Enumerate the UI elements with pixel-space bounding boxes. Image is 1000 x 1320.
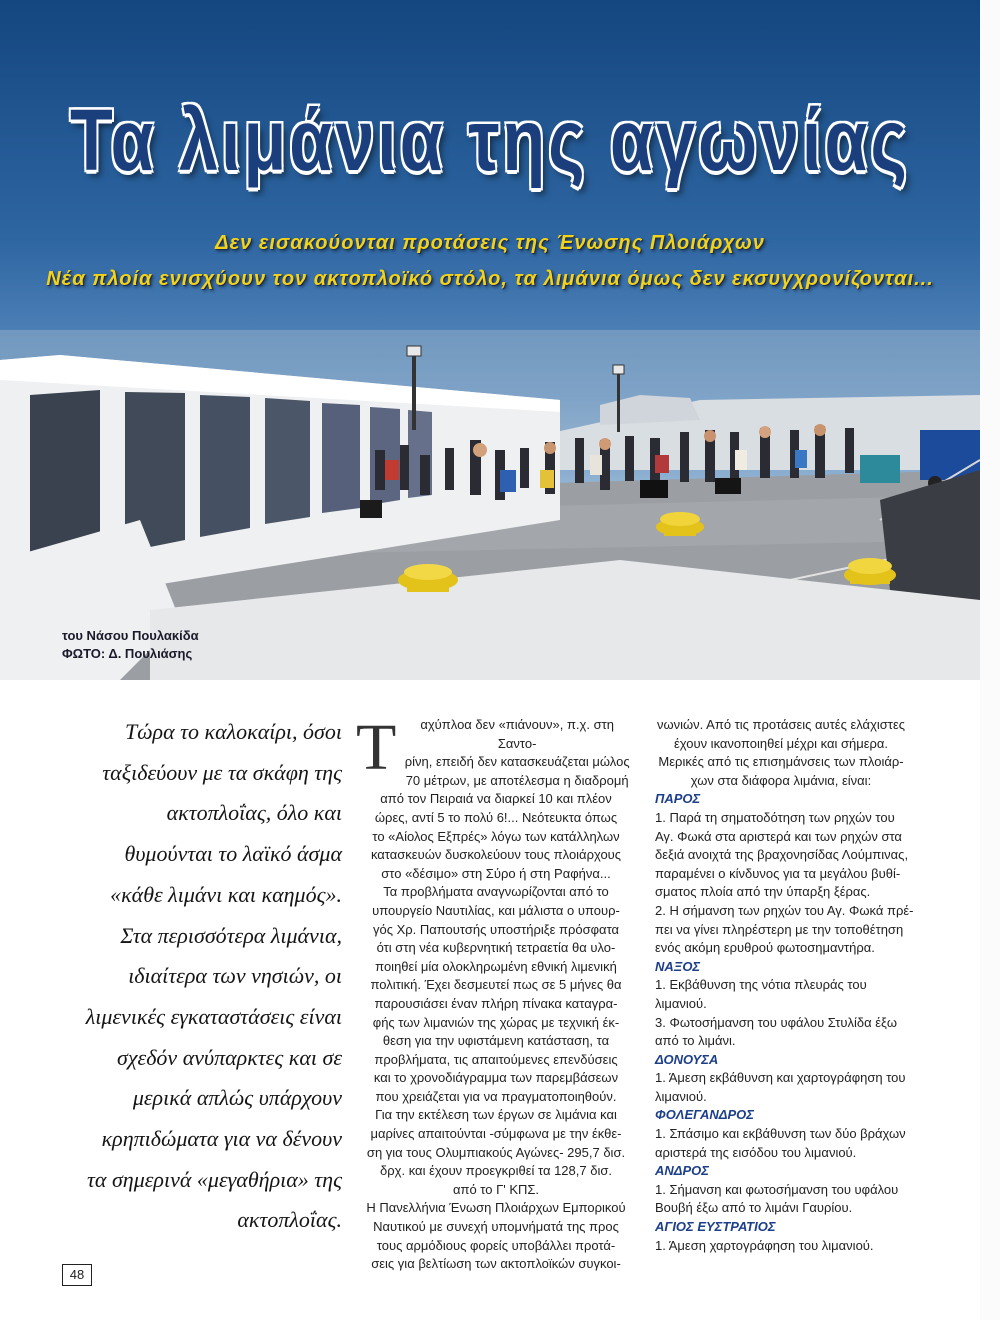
article-subtitle-line-2: Νέα πλοία ενισχύουν τον ακτοπλοϊκό στόλο, τα λιμάνια όμως δεν εκσυγχρονίζονται... xyxy=(46,268,934,290)
body-line: θεση για την υφιστάμενη κατάσταση, τα xyxy=(382,1033,610,1049)
lead-paragraph xyxy=(62,712,342,1241)
body-line: δρχ. και έχουν προεγκριθεί τα 128,7 δισ. xyxy=(380,1163,612,1179)
body-line: σεις για βελτίωση των ακτοπλοϊκών συγκοι- xyxy=(371,1256,621,1272)
body-line: από τον Πειραιά να διαρκεί 10 και πλέον xyxy=(380,791,612,807)
drop-cap: Τ xyxy=(356,711,397,784)
port-note: παραμένει ο κίνδυνος για τα μεγάλου βυθί- xyxy=(655,865,901,881)
port-note: 2. Η σήμανση των ρηχών του Αγ. Φωκά πρέ- xyxy=(655,902,914,918)
body-line: ρίνη, επειδή δεν κατασκευάζεται μώλος xyxy=(404,754,630,770)
lead-line: ταξιδεύουν με τα σκάφη της xyxy=(102,759,342,785)
body-line: ότι στη νέα κυβερνητική τετραετία θα υλο- xyxy=(376,940,616,956)
body-line: το «Αίολος Εξπρές» λόγω των κατάλληλων xyxy=(372,828,620,844)
body-line: μαρίνες απαιτούνται -σύμφωνα με την έκθε- xyxy=(370,1126,622,1142)
lead-line: ιδιαίτερα των νησιών, οι xyxy=(128,963,342,989)
port-note: 1. Σπάσιμο και εκβάθυνση των δύο βράχων xyxy=(655,1126,906,1142)
port-note: από το λιμάνι. xyxy=(655,1033,736,1049)
body-line: Ναυτικού με συνεχή υπομνήματά της προς xyxy=(373,1219,619,1235)
port-note: 1. Άμεση εκβάθυνση και χαρτογράφηση του xyxy=(655,1070,906,1086)
lead-line: Στα περισσότερα λιμάνια, xyxy=(120,922,342,948)
body-line: από το Γ' ΚΠΣ. xyxy=(452,1181,540,1197)
body-line: Μερικές από τις επισημάνσεις των πλοιάρ- xyxy=(658,754,904,770)
body-line: γός Χρ. Παπουτσής υποστήριξε πρόσφατα xyxy=(372,921,620,937)
body-column-3 xyxy=(640,716,922,1255)
article-title: Τα λιμάνια της αγωνίας xyxy=(70,91,910,189)
page-number: 48 xyxy=(62,1264,92,1286)
lead-line: θυμούνται το λαϊκό άσμα xyxy=(124,841,342,867)
body-line: Η Πανελλήνια Ένωση Πλοιάρχων Εμπορικού xyxy=(366,1200,626,1216)
body-line: ποιηθεί μία ολοκληρωμένη εθνική λιμενική xyxy=(375,958,617,974)
port-note: Αγ. Φωκά στα αριστερά και των ρηχών στα xyxy=(655,828,902,844)
port-note: ενός ακόμη ερυθρού φωτοσημαντήρα. xyxy=(655,940,875,956)
body-line: στο «δέσιμο» στη Σύρο ή στη Ραφήνα... xyxy=(381,865,611,881)
port-note: δεξιά ανοιχτά της βραχονησίδας Λούμπινας, xyxy=(655,847,909,863)
body-line: νωνιών. Από τις προτάσεις αυτές ελάχιστες xyxy=(656,717,905,732)
body-column-2 xyxy=(356,711,634,1274)
port-note: 1. Άμεση χαρτογράφηση του λιμανιού. xyxy=(655,1237,874,1253)
photo-credit: ΦΩΤΟ: Δ. Πουλιάσης xyxy=(62,646,193,661)
port-heading-andros: ΑΝΔΡΟΣ xyxy=(655,1163,709,1179)
body-line: Τα προβλήματα αναγνωρίζονται από το xyxy=(383,884,609,900)
port-heading-paros: ΠΑΡΟΣ xyxy=(655,791,701,807)
body-line: ώρες, αντί 5 το πολύ 6!... Νεότευκτα όπως xyxy=(374,809,618,825)
body-line: που χρειάζεται για να πραγματοποιηθούν. xyxy=(375,1088,617,1104)
author-credit: του Νάσου Πουλακίδα xyxy=(62,628,199,643)
lead-line: μερικά απλώς υπάρχουν xyxy=(132,1085,342,1111)
body-line: υπουργείο Ναυτιλίας, και μάλιστα ο υπουρ- xyxy=(372,902,620,918)
port-note: Βουβή έξω από το λιμάνι Γαυρίου. xyxy=(655,1200,853,1216)
body-line: κατασκευών δυσκολεύουν τους πλοιάρχους xyxy=(370,847,622,863)
body-line: τους αρμόδιους φορείς υποβάλλει προτά- xyxy=(376,1237,616,1253)
port-note: λιμανιού. xyxy=(655,1088,707,1104)
port-note: 1. Σήμανση και φωτοσήμανση του υφάλου xyxy=(655,1181,899,1197)
body-line: χων στα διάφορα λιμάνια, είναι: xyxy=(690,772,872,788)
body-line: αχύπλοα δεν «πιάνουν», π.χ. στη Σαντο- xyxy=(420,717,614,751)
article-subtitle-line-1: Δεν εισακούονται προτάσεις της Ένωσης Πλοιάρχων xyxy=(215,232,765,254)
port-heading-agios-efstratios: ΑΓΙΟΣ ΕΥΣΤΡΑΤΙΟΣ xyxy=(655,1219,776,1235)
body-line: προβλήματα, τις απαιτούμενες επενδύσεις xyxy=(374,1051,618,1067)
body-line: έχουν ικανοποιηθεί μέχρι και σήμερα. xyxy=(673,735,889,751)
body-line: ση για τους Ολυμπιακούς Αγώνες- 295,7 δισ. xyxy=(366,1144,626,1160)
lead-line: λιμενικές εγκαταστάσεις είναι xyxy=(85,1003,342,1029)
port-note: αριστερά της εισόδου του λιμανιού. xyxy=(655,1144,857,1160)
port-heading-naxos: ΝΑΞΟΣ xyxy=(655,958,701,974)
lead-line: τα σημερινά «μεγαθήρια» της xyxy=(87,1166,342,1192)
page-edge xyxy=(980,0,1000,1320)
port-note: 3. Φωτοσήμανση του υφάλου Στυλίδα έξω xyxy=(655,1014,897,1030)
body-line: Για την εκτέλεση των έργων σε λιμάνια και xyxy=(375,1107,617,1123)
port-note: 1. Παρά τη σηματοδότηση των ρηχών του xyxy=(655,809,895,825)
port-note: πει να γίνει πληρέστερη με την τοποθέτηση xyxy=(655,921,904,937)
body-line: 70 μέτρων, με αποτέλεσμα η διαδρομή xyxy=(405,772,629,788)
lead-line: κρηπιδώματα για να δένουν xyxy=(101,1126,342,1152)
lead-line: Τώρα το καλοκαίρι, όσοι xyxy=(124,719,342,744)
port-note: σματος πλοία από την ύπαρξη ξέρας. xyxy=(655,884,871,900)
lead-line: σχεδόν ανύπαρκτες και σε xyxy=(117,1044,342,1070)
port-heading-donousa: ΔΟΝΟΥΣΑ xyxy=(655,1051,719,1067)
port-heading-folegandros: ΦΟΛΕΓΑΝΔΡΟΣ xyxy=(655,1107,754,1123)
body-line: φής των λιμανιών της χώρας με τεχνική έκ- xyxy=(372,1014,620,1030)
lead-line: ακτοπλοΐας. xyxy=(237,1207,342,1233)
port-note: 1. Εκβάθυνση της νότια πλευράς του λιμανιού. xyxy=(655,977,867,1011)
body-line: πολιτική. Έχει δεσμευτεί πως σε 5 μήνες θα xyxy=(370,977,622,993)
body-line: και το χρονοδιάγραμμα των παρεμβάσεων xyxy=(373,1070,619,1086)
lead-line: «κάθε λιμάνι και καημός». xyxy=(110,881,342,907)
body-line: παρουσιάσει έναν πλήρη πίνακα καταγρα- xyxy=(374,995,618,1011)
lead-line: ακτοπλοΐας, όλο και xyxy=(166,800,342,826)
